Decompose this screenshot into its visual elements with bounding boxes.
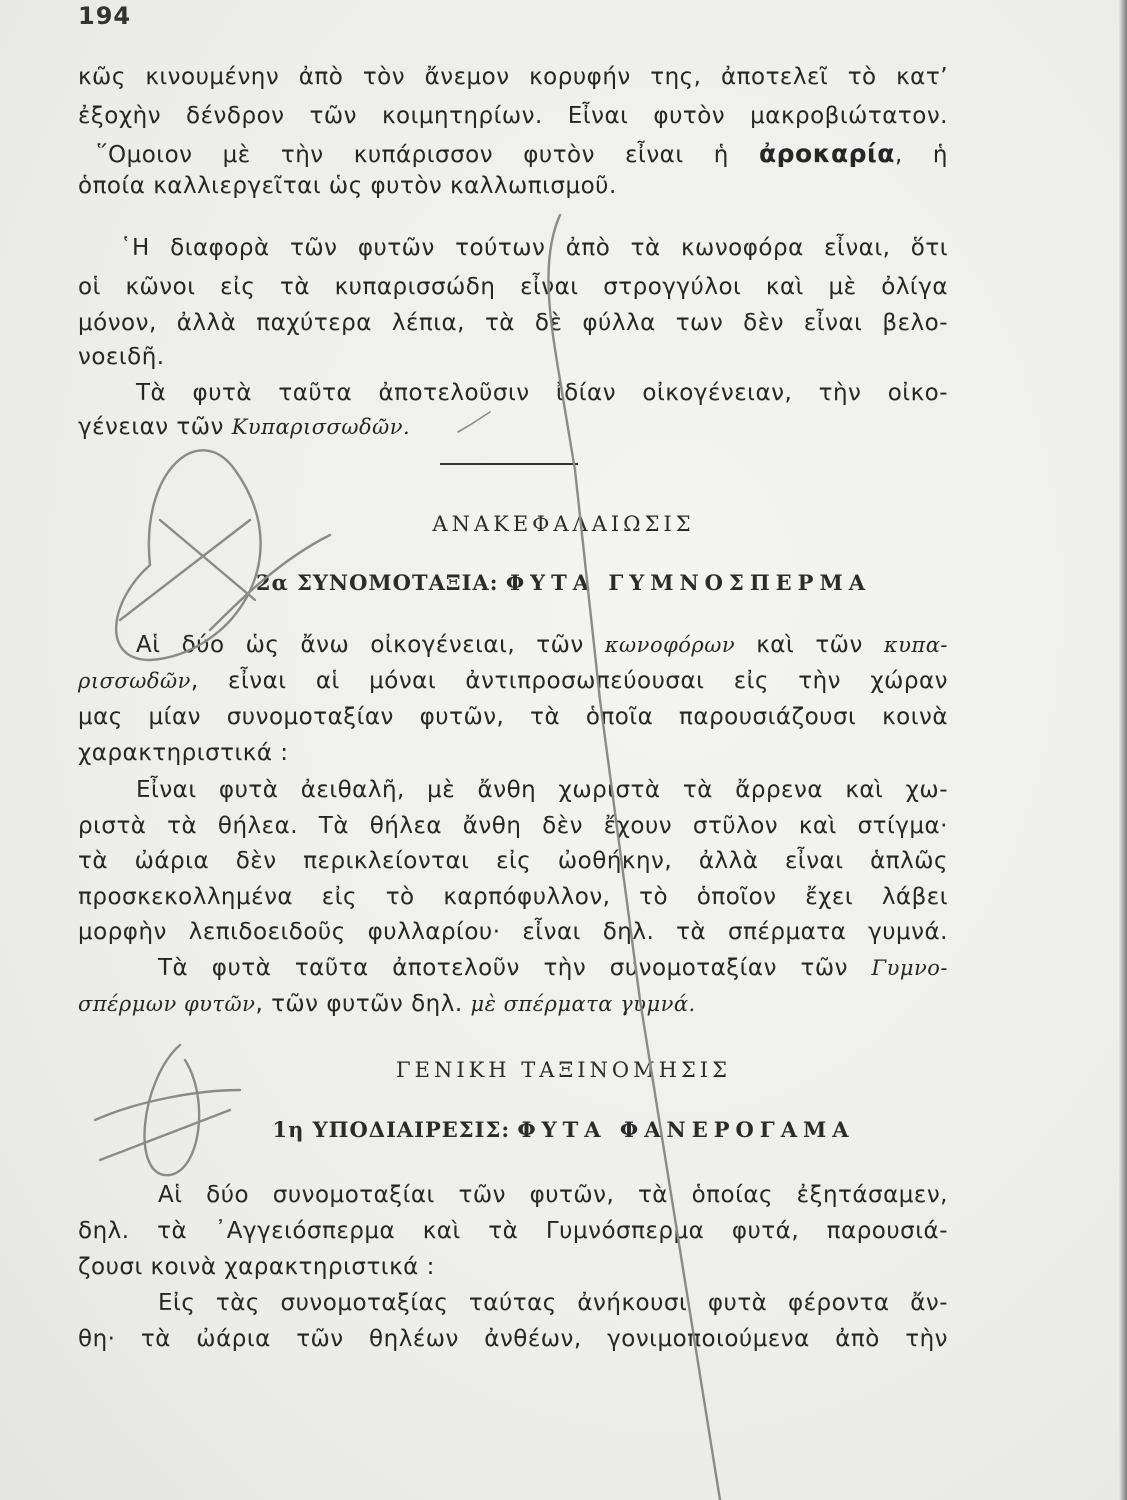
text-line: ῾Η διαφορὰ τῶν φυτῶν τούτων ἀπὸ τὰ κωνοφόρα εἶναι, ὅτι	[120, 235, 948, 261]
text-line: Εἶναι φυτὰ ἀειθαλῆ, μὲ ἄνθη χωριστὰ τὰ ἄρρενα καὶ χω-	[136, 777, 948, 803]
section-heading: ΑΝΑΚΕΦΑΛΑΙΩΣΙΣ	[432, 512, 695, 536]
subsection-heading: 1η ΥΠΟΔΙΑΙΡΕΣΙΣ: ΦΥΤΑ ΦΑΝΕΡΟΓΑΜΑ	[272, 1117, 855, 1142]
text-line: γένειαν τῶν Κυπαρισσωδῶν.	[78, 414, 411, 440]
text-line: ριστὰ τὰ θήλεα. Τὰ θήλεα ἄνθη δὲν ἔχουν στῦλον καὶ στίγμα·	[78, 813, 948, 839]
text-line: ὁποία καλλιεργεῖται ὡς φυτὸν καλλωπισμοῦ.	[78, 173, 617, 199]
text-line: σπέρμων φυτῶν, τῶν φυτῶν δηλ. μὲ σπέρματα γυμνά.	[78, 991, 696, 1017]
text-line: ζουσι κοινὰ χαρακτηριστικά :	[78, 1254, 435, 1280]
text-line: Τὰ φυτὰ ταῦτα ἀποτελοῦσιν ἰδίαν οἰκογένειαν, τὴν οἰκο-	[136, 380, 948, 406]
text-line: δηλ. τὰ ᾿Αγγειόσπερμα καὶ τὰ Γυμνόσπερμα φυτά, παρουσιά-	[78, 1218, 948, 1244]
text-line: προσκεκολλημένα εἰς τὸ καρπόφυλλον, τὸ ὁποῖον ἔχει λάβει	[78, 884, 948, 910]
pencil-loop-mark	[116, 450, 260, 660]
page-number: 194	[78, 2, 132, 30]
text-line: Εἰς τὰς συνομοταξίας ταύτας ἀνήκουσι φυτὰ φέροντα ἄν-	[158, 1290, 948, 1316]
text-line: τὰ ὠάρια δὲν περικλείονται εἰς ὠοθήκην, ἀλλὰ εἶναι ἁπλῶς	[78, 848, 948, 874]
text-line: μόνον, ἀλλὰ παχύτερα λέπια, τὰ δὲ φύλλα των δὲν εἶναι βελο-	[78, 310, 948, 336]
text-line: οἱ κῶνοι εἰς τὰ κυπαρισσώδη εἶναι στρογγύλοι καὶ μὲ ὀλίγα	[78, 274, 948, 300]
page-edge-shadow	[1119, 0, 1127, 1500]
subsection-heading: 2α ΣΥΝΟΜΟΤΑΞΙΑ: ΦΥΤΑ ΓΥΜΝΟΣΠΕΡΜΑ	[256, 570, 871, 595]
text-line: Τὰ φυτὰ ταῦτα ἀποτελοῦν τὴν συνομοταξίαν τῶν Γυμνο-	[158, 955, 948, 981]
section-divider	[440, 463, 578, 465]
text-line: ρισσωδῶν, εἶναι αἱ μόναι ἀντιπροσωπεύουσαι εἰς τὴν χώραν	[78, 668, 948, 694]
text-line: μορφὴν λεπιδοειδοῦς φυλλαρίου· εἶναι δηλ. τὰ σπέρματα γυμνά.	[78, 919, 948, 945]
text-line: χαρακτηριστικά :	[78, 740, 289, 766]
text-line: νοειδῆ.	[78, 344, 165, 370]
text-line: μας μίαν συνομοταξίαν φυτῶν, τὰ ὁποῖα παρουσιάζουσι κοινὰ	[78, 704, 948, 730]
section-heading: ΓΕΝΙΚΗ ΤΑΞΙΝΟΜΗΣΙΣ	[396, 1058, 731, 1082]
text-line: ῞Ομοιον μὲ τὴν κυπάρισσον φυτὸν εἶναι ἡ ἀροκαρία, ἡ	[96, 139, 948, 168]
bold-term: ἀροκαρία	[758, 139, 895, 168]
text-line: κῶς κινουμένην ἀπὸ τὸν ἄνεμον κορυφήν της, ἀποτελεῖ τὸ κατ’	[78, 64, 948, 90]
text-line: ἐξοχὴν δένδρον τῶν κοιμητηρίων. Εἶναι φυτὸν μακροβιώτατον.	[78, 103, 948, 129]
text-line: θη· τὰ ὠάρια τῶν θηλέων ἀνθέων, γονιμοποιούμενα ἀπὸ τὴν	[78, 1326, 948, 1352]
text-line: Αἱ δύο ὡς ἄνω οἰκογένειαι, τῶν κωνοφόρων καὶ τῶν κυπα-	[136, 632, 948, 658]
text-line: Αἱ δύο συνομοταξίαι τῶν φυτῶν, τὰ ὁποίας ἐξητάσαμεν,	[158, 1182, 948, 1208]
